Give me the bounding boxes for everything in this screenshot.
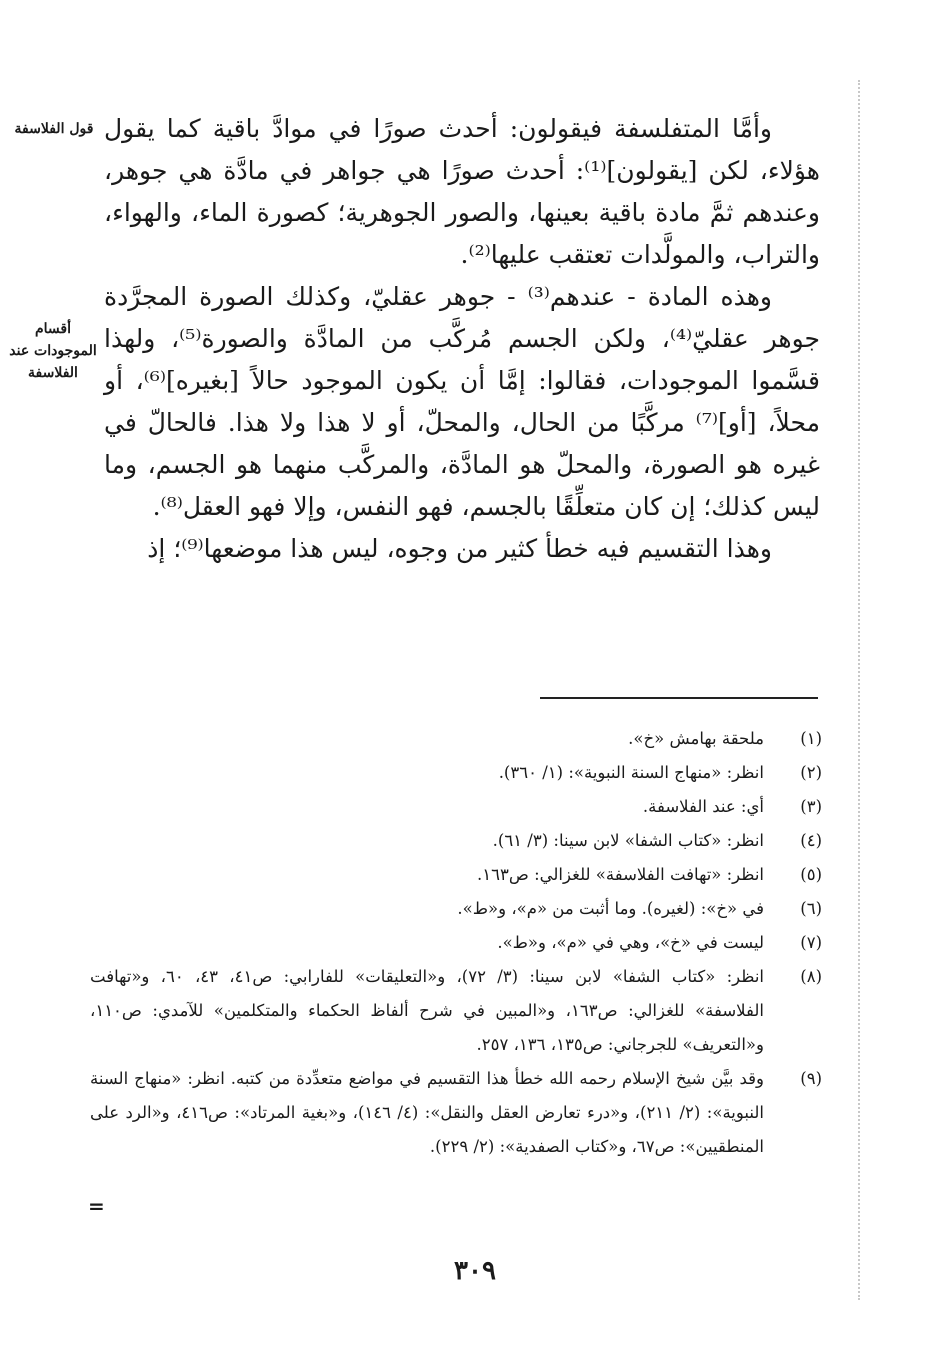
margin-note-categories-of-existents: أقسام الموجودات عند الفلاسفة [9, 321, 97, 381]
main-text [104, 108, 820, 570]
footnote-text: انظر: «كتاب الشفا» لابن سينا: (٣/ ٧٢)، و«التعليقات» للفارابي: ص٤١، ٤٣، ٦٠، و«تهافت الفلاسفة» للغزالي: ص١٦٣، و«المبين في شرح ألفاظ الحكماء والمتكلمين» للآمدي: ص١١٠، و«التعريف» للجرجاني: ص١٣٥، ١٣٦، ٢٥٧. [90, 967, 765, 1054]
footnote-text: انظر: «تهافت الفلاسفة» للغزالي: ص١٦٣. [477, 865, 764, 884]
footnote-number: (٨) [800, 967, 822, 986]
footnote [90, 722, 822, 756]
continuation-mark: = [88, 1194, 105, 1218]
footnote-number: (٣) [800, 797, 822, 816]
footnote-number: (٢) [800, 763, 822, 782]
page-number: ٣٠٩ [454, 1256, 496, 1286]
page-edge-dots [858, 80, 860, 1300]
footnote-text: ليست في «خ»، وهي في «م»، و«ط». [497, 933, 764, 952]
footnote [90, 892, 822, 926]
paragraph: وهذه المادة - عندهم⁽³⁾ - جوهر عقليّ، وكذلك الصورة المجرَّدة جوهر عقليّ⁽⁴⁾، ولكن الجسم مُركَّب من المادَّة والصورة⁽⁵⁾، ولهذا قسَّموا الموجودات، فقالوا: إمَّا أن يكون الموجود حالاً [بغيره]⁽⁶⁾، أو محلاً، [أو]⁽⁷⁾ مركَّبًا من الحال، والمحلّ، أو لا هذا ولا هذا. فالحالّ في غيره هو الصورة، والمحلّ هو المادَّة، والمركَّب منهما هو الجسم، وما ليس كذلك؛ إن كان متعلِّقًا بالجسم، فهو النفس، وإلا فهو العقل⁽⁸⁾. [104, 282, 820, 521]
footnote-text: انظر: «كتاب الشفا» لابن سينا: (٣/ ٦١). [492, 831, 764, 850]
footnote-separator [540, 697, 818, 699]
footnote [90, 824, 822, 858]
footnote-number: (٦) [800, 899, 822, 918]
footnote-text: ملحقة بهامش «خ». [628, 729, 764, 748]
paragraph: وأمَّا المتفلسفة فيقولون: أحدث صورًا في موادَّ باقية كما يقول هؤلاء، لكن [يقولون]⁽¹⁾: أحدث صورًا هي جواهر في مادَّة هي جوهر، وعندهم ثمَّ مادة باقية بعينها، والصور الجوهرية؛ كصورة الماء، والهواء، والتراب، والمولَّدات تعتقب عليها⁽²⁾. [104, 114, 820, 269]
footnote-text: أي: عند الفلاسفة. [642, 797, 764, 816]
footnote-text: انظر: «منهاج السنة النبوية»: (١/ ٣٦٠). [498, 763, 764, 782]
footnote [90, 960, 822, 1062]
footnote-number: (٩) [800, 1069, 822, 1088]
footnote [90, 1062, 822, 1164]
footnote-number: (٧) [800, 933, 822, 952]
footnote [90, 756, 822, 790]
footnote-number: (١) [800, 729, 822, 748]
footnote [90, 926, 822, 960]
footnotes [90, 722, 822, 1164]
footnote [90, 790, 822, 824]
footnote [90, 858, 822, 892]
footnote-text: في «خ»: (لغيره). وما أثبت من «م»، و«ط». [457, 899, 764, 918]
paragraph: وهذا التقسيم فيه خطأ كثير من وجوه، ليس هذا موضعها⁽⁹⁾؛ إذ [147, 534, 772, 563]
footnote-number: (٥) [800, 865, 822, 884]
footnote-text: وقد بيَّن شيخ الإسلام رحمه الله خطأ هذا التقسيم في مواضع متعدِّدة من كتبه. انظر: «منهاج السنة النبوية»: (٢/ ٢١١)، و«درء تعارض العقل والنقل»: (٤/ ١٤٦)، و«بغية المرتاد»: ص٤١٦، و«الرد على المنطقيين»: ص٦٧، و«كتاب الصفدية»: (٢/ ٢٢٩). [90, 1069, 764, 1156]
margin-note-philosophers-view: قول الفلاسفة [14, 121, 94, 137]
footnote-number: (٤) [800, 831, 822, 850]
